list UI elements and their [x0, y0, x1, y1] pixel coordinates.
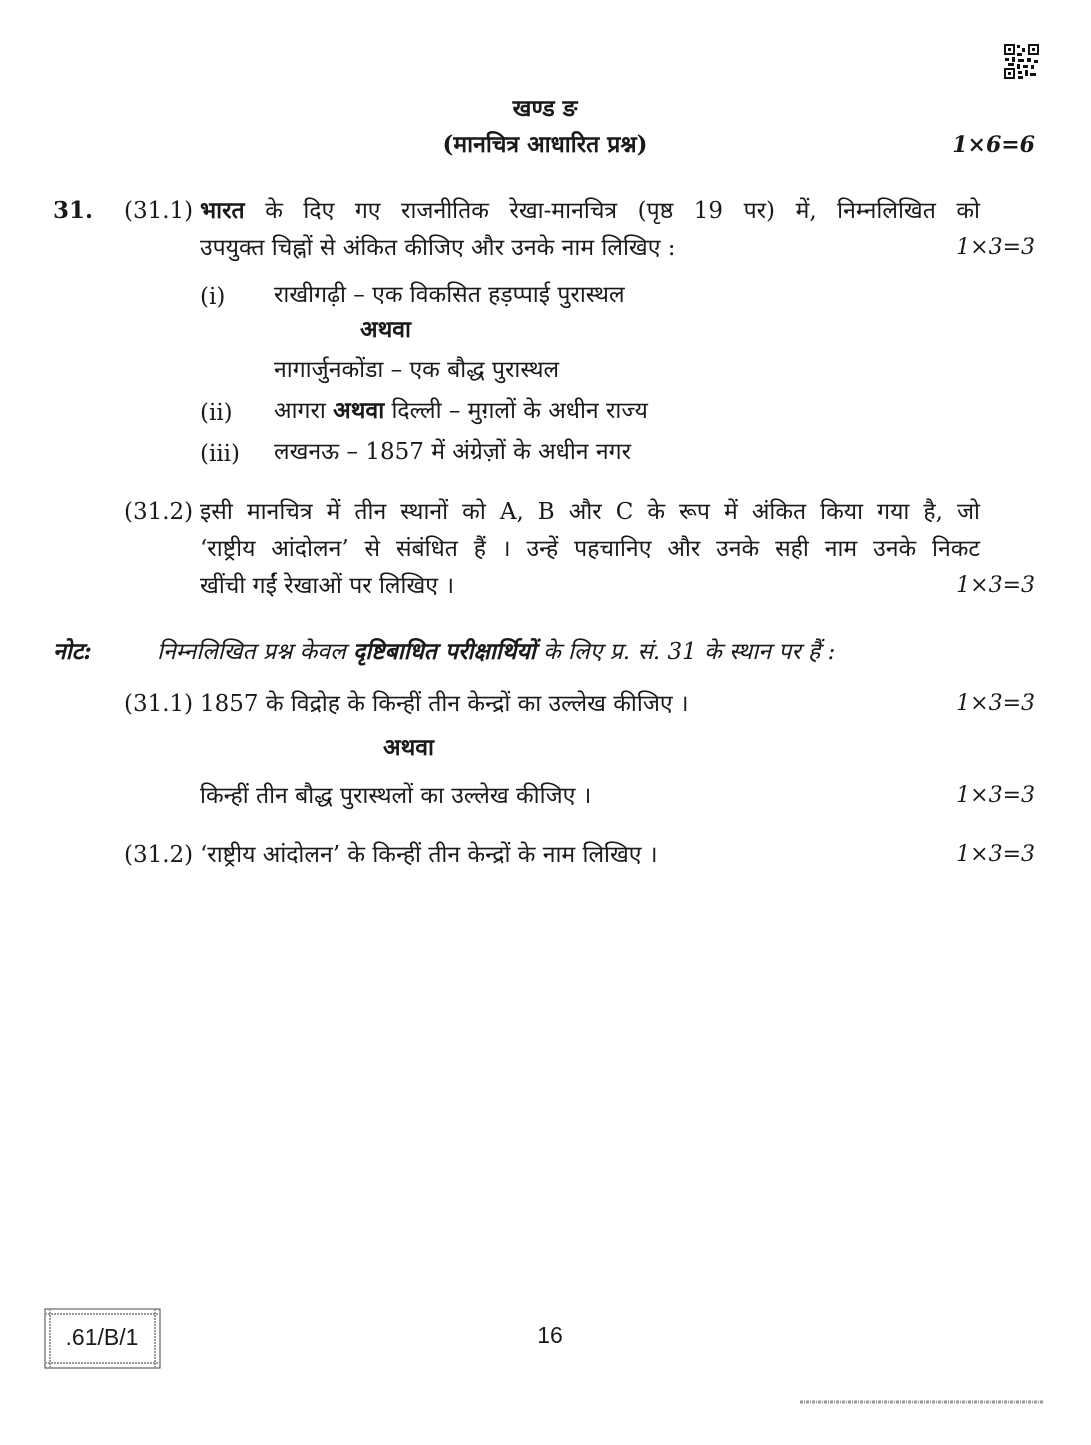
note-text-bold: दृष्टिबाधित परीक्षार्थियों [353, 638, 536, 665]
note-q1-alt-text: किन्हीं तीन बौद्ध पुरास्थलों का उल्लेख कीजिए । [200, 783, 592, 809]
note-text-post: के लिए प्र. सं. 31 के स्थान पर हैं : [543, 639, 836, 665]
item-number: (ii) [200, 400, 233, 426]
subquestion-label: (31.2) [124, 842, 194, 868]
note-q2-text: ‘राष्ट्रीय आंदोलन’ के किन्हीं तीन केन्द्रों के नाम लिखिए । [200, 842, 658, 868]
q31-1-line1 [200, 196, 980, 226]
section-subtitle: (मानचित्र आधारित प्रश्न) [442, 131, 648, 158]
note-text [157, 637, 835, 667]
section-marks: 1×6=6 [952, 132, 1035, 158]
or-label: अथवा [383, 734, 435, 761]
paper-code: .61/B/1 [65, 1324, 139, 1350]
note-q1-alt-marks: 1×3=3 [956, 783, 1035, 808]
item-number: (iii) [200, 441, 241, 467]
item-text [274, 396, 648, 426]
note-label: नोट: [53, 638, 92, 665]
q31-2-marks: 1×3=3 [956, 573, 1035, 598]
item-number: (i) [200, 284, 226, 310]
note-q1-text: 1857 के विद्रोह के किन्हीं तीन केन्द्रों का उल्लेख कीजिए । [200, 691, 689, 717]
q31-2-line3: खींची गईं रेखाओं पर लिखिए । [200, 573, 455, 599]
q31-2-line1: इसी मानचित्र में तीन स्थानों को A, B और C के रूप में अंकित किया गया है, जो [200, 499, 980, 525]
q31-1-line2: उपयुक्त चिह्नों से अंकित कीजिए और उनके नाम लिखिए : [200, 235, 676, 261]
qr-code-icon [1003, 43, 1040, 80]
item-text: लखनऊ – 1857 में अंग्रेज़ों के अधीन नगर [274, 439, 631, 465]
item-text-a: आगरा [274, 398, 326, 424]
or-label: अथवा [333, 397, 385, 424]
section-title: खण्ड ङ [512, 95, 578, 122]
question-number: 31. [53, 197, 94, 224]
subquestion-label: (31.1) [124, 691, 194, 717]
subquestion-label: (31.2) [124, 499, 194, 525]
page-number: 16 [537, 1322, 563, 1348]
item-text: राखीगढ़ी – एक विकसित हड़प्पाई पुरास्थल [274, 282, 625, 308]
footer-security-strip [800, 1399, 1043, 1405]
q31-2-line2: ‘राष्ट्रीय आंदोलन’ से संबंधित हैं । उन्हें पहचानिए और उनके सही नाम उनके निकट [200, 536, 981, 562]
item-text-b: दिल्ली – मुग़लों के अधीन राज्य [391, 398, 648, 424]
item-text: नागार्जुनकोंडा – एक बौद्ध पुरास्थल [274, 357, 560, 383]
note-q2-marks: 1×3=3 [956, 842, 1035, 867]
note-text-pre: निम्नलिखित प्रश्न केवल [157, 639, 346, 665]
subquestion-label: (31.1) [124, 198, 194, 224]
q31-1-line1-text: के दिए गए राजनीतिक रेखा-मानचित्र (पृष्ठ 19 पर) में, निम्नलिखित को [265, 198, 980, 224]
paper-code-box [44, 1308, 161, 1369]
note-q1-marks: 1×3=3 [956, 691, 1035, 716]
q31-1-bold: भारत [200, 197, 245, 224]
q31-1-marks: 1×3=3 [956, 235, 1035, 260]
or-label: अथवा [360, 316, 412, 343]
